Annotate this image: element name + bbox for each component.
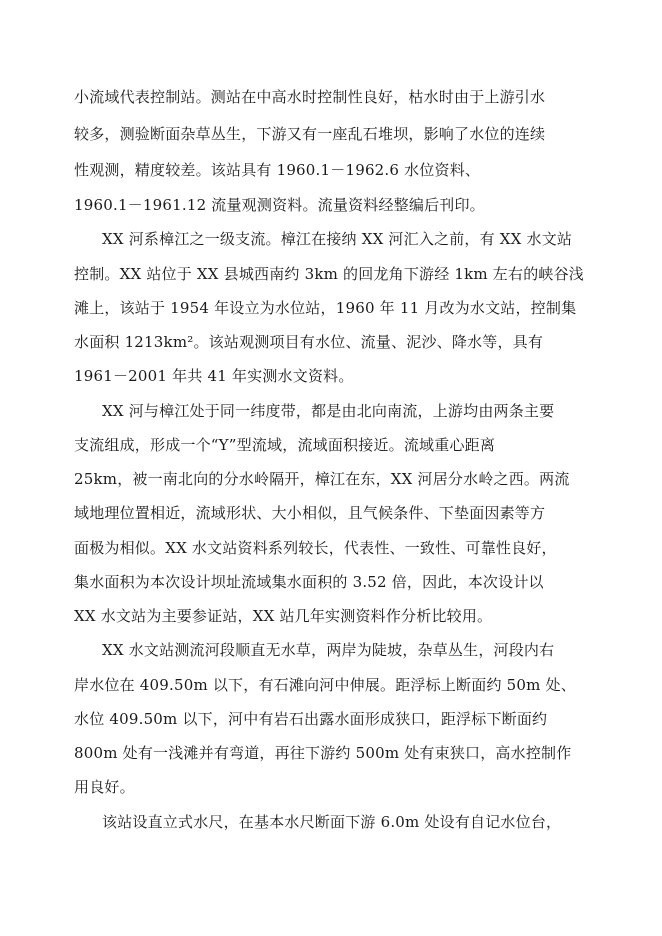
text-line: 支流组成，形成一个“Y”型流域，流域面积接近。流域重心距离 <box>74 436 496 454</box>
text-line: XX 河与樟江处于同一纬度带，都是由北向南流，上游均由两条主要 <box>102 402 555 420</box>
text-line: 较多，测验断面杂草丛生，下游又有一座乱石堆坝，影响了水位的连续 <box>74 125 546 143</box>
text-line: 岸水位在 409.50m 以下，有石滩向河中伸展。距浮标上断面约 50m 处、 <box>74 676 576 694</box>
text-line: 域地理位置相近，流域形状、大小相似，且气候条件、下垫面因素等方 <box>74 504 546 522</box>
text-line: 性观测，精度较差。该站具有 1960.1－1962.6 水位资料、 <box>74 161 481 179</box>
text-line: 该站设直立式水尺，在基本水尺断面下游 6.0m 处设有自记水位台， <box>102 813 562 831</box>
text-line: 面极为相似。XX 水文站资料系列较长，代表性、一致性、可靠性良好， <box>74 539 557 557</box>
text-line: 控制。XX 站位于 XX 县城西南约 3km 的回龙角下游经 1km 左右的峡谷浅 <box>74 265 585 283</box>
text-line: 800m 处有一浅滩并有弯道，再往下游约 500m 处有束狭口，高水控制作 <box>74 744 572 762</box>
text-line: XX 水文站为主要参证站，XX 站几年实测资料作分析比较用。 <box>74 607 493 625</box>
text-line: 小流域代表控制站。测站在中高水时控制性良好，枯水时由于上游引水 <box>74 88 546 106</box>
text-line: 25km，被一南北向的分水岭隔开，樟江在东，XX 河居分水岭之西。两流 <box>74 470 570 488</box>
text-line: XX 河系樟江之一级支流。樟江在接纳 XX 河汇入之前，有 XX 水文站 <box>102 230 573 248</box>
text-line: 1961－2001 年共 41 年实测水文资料。 <box>74 367 354 385</box>
text-line: 1960.1－1961.12 流量观测资料。流量资料经整编后刊印。 <box>74 196 485 214</box>
text-line: 水面积 1213km²。该站观测项目有水位、流量、泥沙、降水等，具有 <box>74 333 544 351</box>
text-line: 滩上，该站于 1954 年设立为水位站，1960 年 11 月改为水文站，控制集 <box>74 299 577 317</box>
text-line: 水位 409.50m 以下，河中有岩石出露水面形成狭口，距浮标下断面约 <box>74 710 548 728</box>
text-line: XX 水文站测流河段顺直无水草，两岸为陡坡，杂草丛生，河段内右 <box>102 641 555 659</box>
text-line: 用良好。 <box>74 778 135 796</box>
text-line: 集水面积为本次设计坝址流域集水面积的 3.52 倍，因此，本次设计以 <box>74 573 544 591</box>
